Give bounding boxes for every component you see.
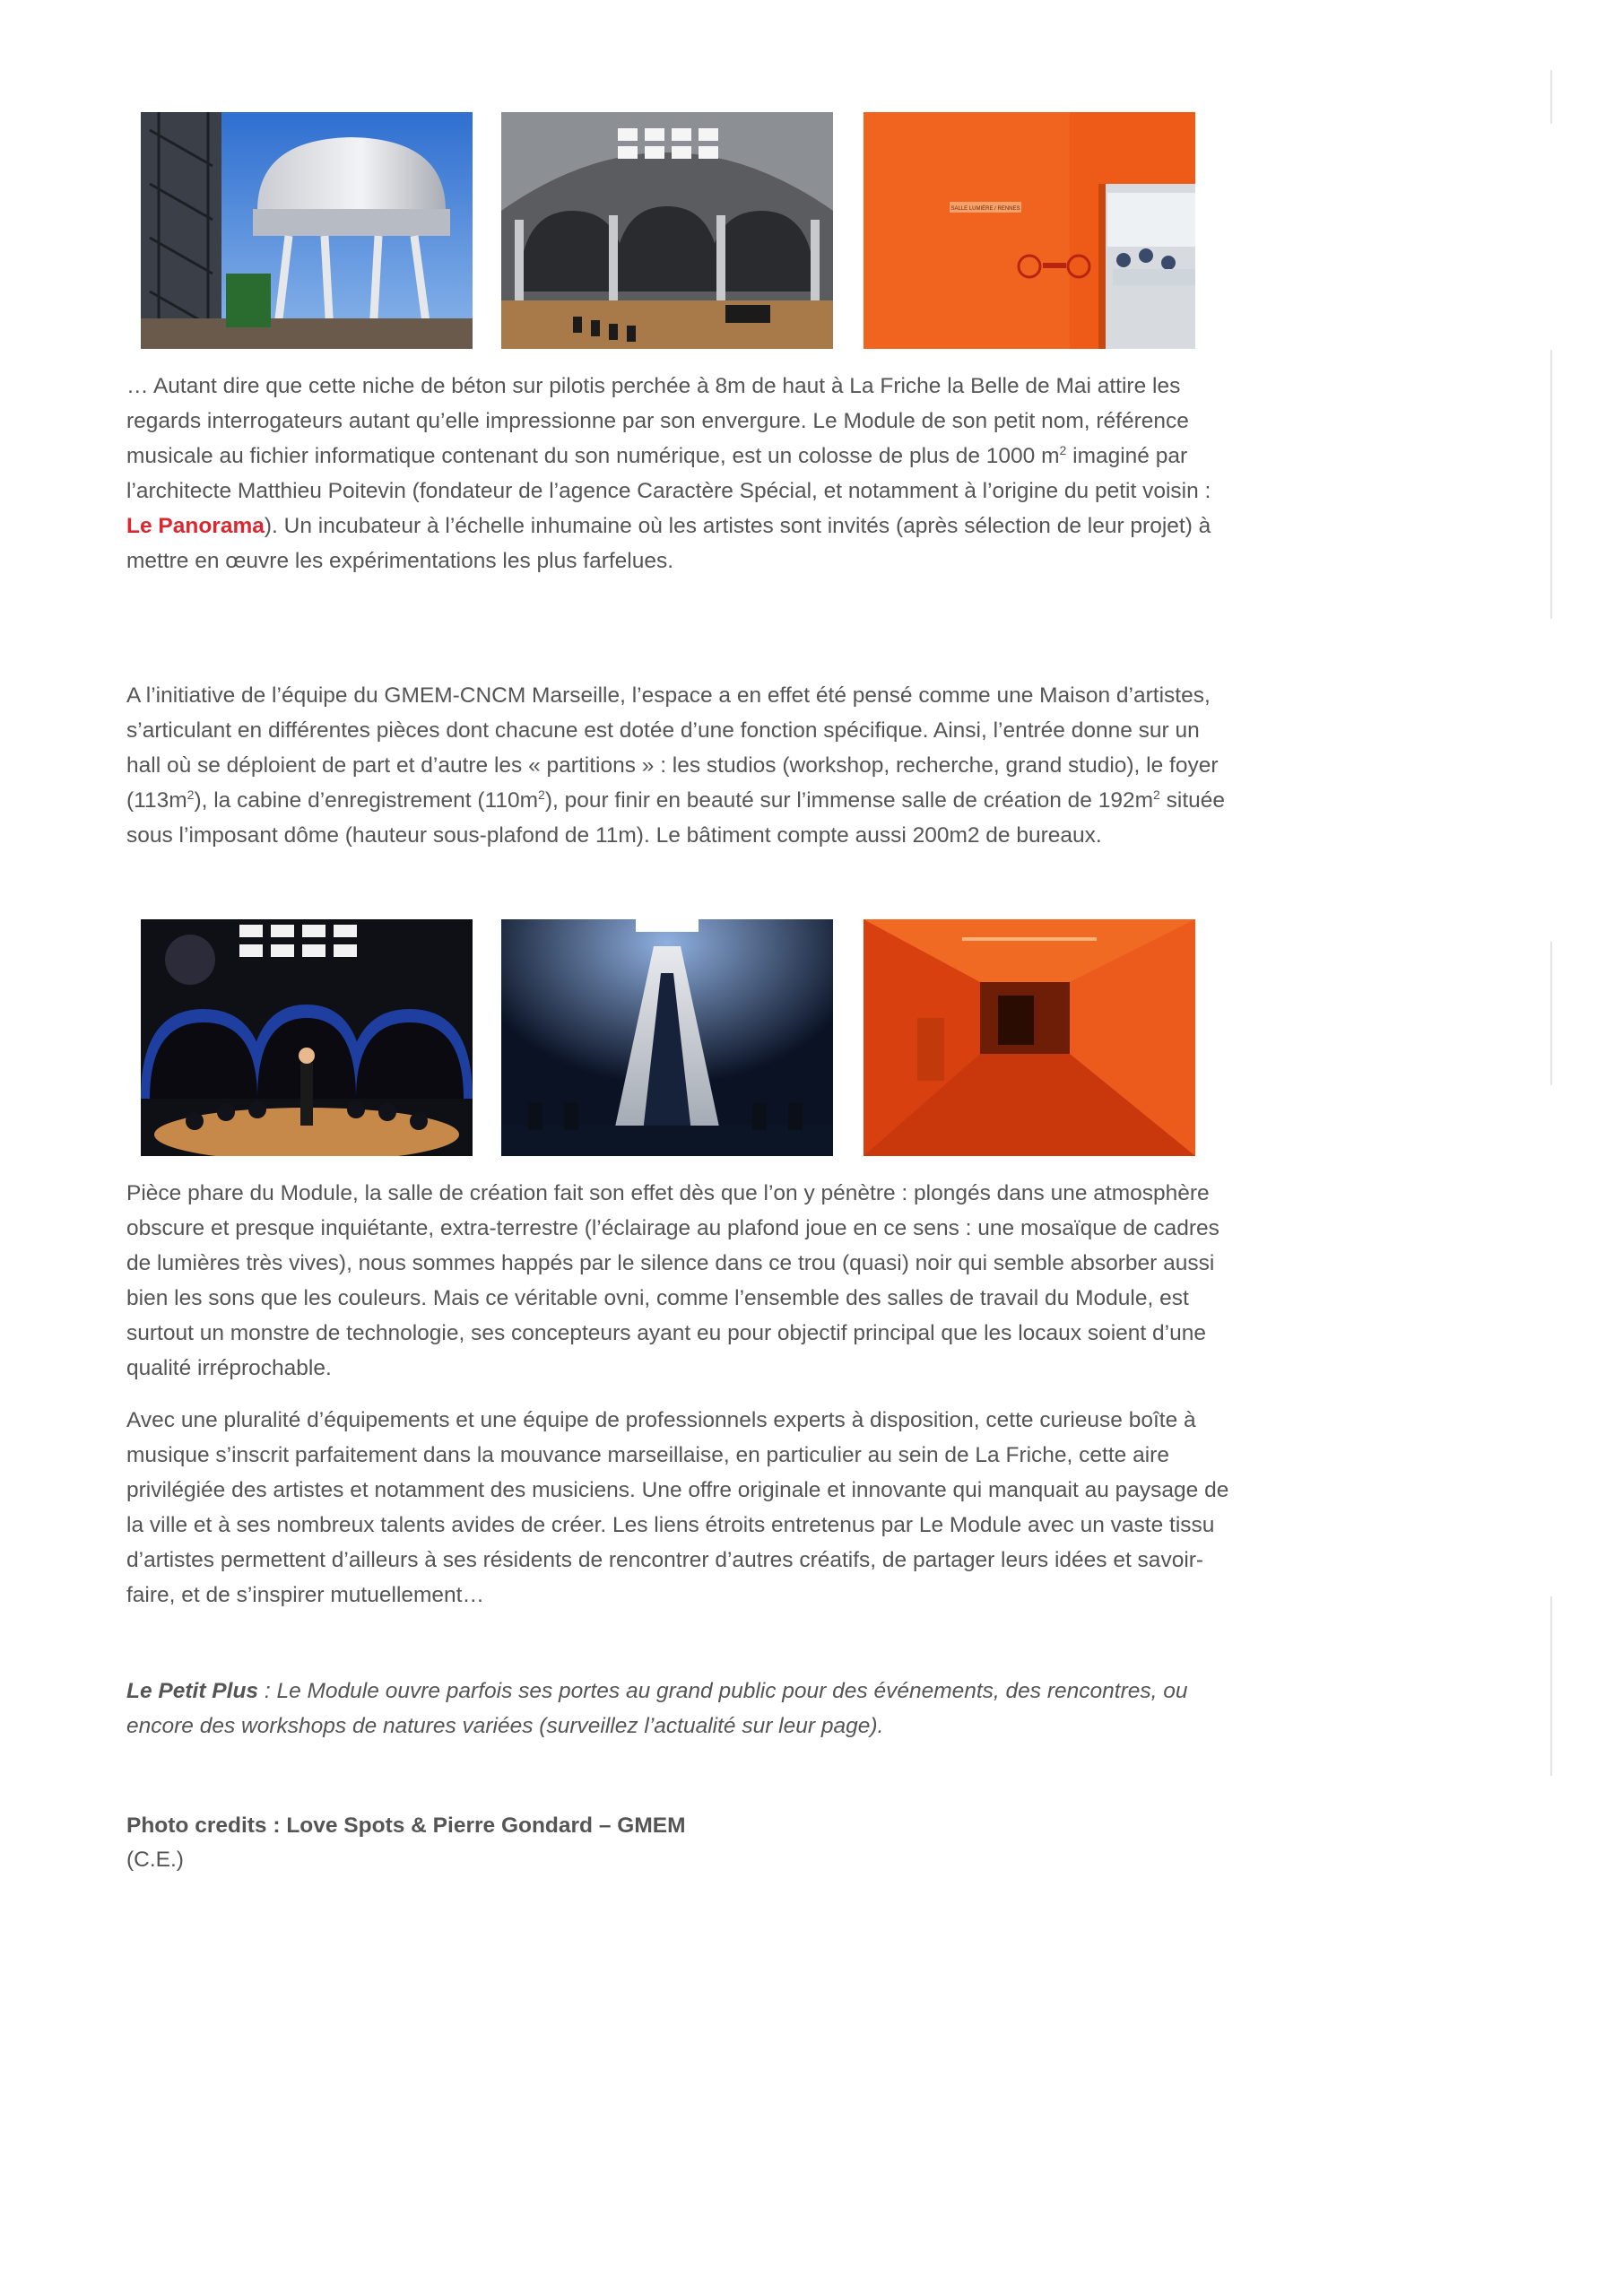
edge-mark xyxy=(1550,70,1552,124)
concert-under-dome-photo[interactable] xyxy=(141,919,473,1156)
intro-text-part: … Autant dire que cette niche de béton sur pilotis perchée à 8m de haut à La Friche la Belle de Mai attire les regards interrogateurs autant qu’elle impressionne par son envergure. Le Module de son petit nom, référence musicale au fichier informatique contenant du son numérique, est un colosse de plus de 1000 m xyxy=(126,374,1189,468)
dark-hall-light-cone-photo[interactable] xyxy=(501,919,833,1156)
photo-gallery-top xyxy=(141,112,1197,349)
orange-room-doorway-photo[interactable] xyxy=(864,112,1195,349)
edge-mark xyxy=(1550,1596,1552,1776)
photo-credits: Photo credits : Love Spots & Pierre Gondard – GMEM xyxy=(126,1813,686,1838)
door-sign-text: SALLE LUMIÈRE / RENNES xyxy=(950,206,1020,212)
petit-plus-lead: Le Petit Plus xyxy=(126,1679,259,1703)
orange-corridor-photo[interactable] xyxy=(864,919,1195,1156)
paragraph-text-part: ), pour finir en beauté sur l’immense salle de création de 192m xyxy=(544,788,1154,813)
intro-text-part: imaginé par l’architecte Matthieu Poitevin (fondateur de l’agence Caractère Spécial, et notamment à l’origine du petit voisin : xyxy=(126,444,1211,503)
paragraph-text-part: située sous l’imposant dôme (hauteur sous-plafond de 11m). Le bâtiment compte aussi 200m2 de bureaux. xyxy=(126,788,1225,848)
maison-artistes-paragraph xyxy=(126,678,1229,853)
photo-gallery-bottom xyxy=(141,919,1197,1156)
le-panorama-link[interactable]: Le Panorama xyxy=(126,514,265,538)
intro-text-part: ). Un incubateur à l’échelle inhumaine où les artistes sont invités (après sélection de leur projet) à mettre en œuvre les expérimentations les plus farfelues. xyxy=(126,514,1211,573)
petit-plus-text: : Le Module ouvre parfois ses portes au grand public pour des événements, des rencontres, ou encore des workshops de natures variées (surveillez l’actualité sur leur page). xyxy=(126,1679,1188,1738)
superscript: 2 xyxy=(1153,787,1160,802)
edge-mark xyxy=(1550,942,1552,1085)
intro-paragraph xyxy=(126,369,1229,578)
superscript: 2 xyxy=(1059,442,1067,457)
superscript: 2 xyxy=(538,787,545,802)
paragraph-text-part: A l’initiative de l’équipe du GMEM-CNCM Marseille, l’espace a en effet été pensé comme une Maison d’artistes, s’articulant en différentes pièces dont chacune est dotée d’une fonction spécifique. Ainsi, l’entrée donne sur un hall où se déploient de part et d’autre les « partitions » : les studios (workshop, recherche, grand studio), le foyer (113m xyxy=(126,683,1219,813)
petit-plus-paragraph xyxy=(126,1674,1229,1744)
paragraph-text-part: ), la cabine d’enregistrement (110m xyxy=(194,788,539,813)
edge-mark xyxy=(1550,350,1552,619)
equipements-paragraph: Avec une pluralité d’équipements et une équipe de professionnels experts à disposition, cette curieuse boîte à musique s’inscrit parfaitement dans la mouvance marseillaise, en particulier au sein de La Friche, cette aire privilégiée des artistes et notamment des musiciens. Une offre originale et innovante qui manquait au paysage de la ville et à ses nombreux talents avides de créer. Les liens étroits entretenus par Le Module avec un vaste tissu d’artistes permettent d’ailleurs à ses résidents de rencontrer d’autres créatifs, de partager leurs idées et savoir-faire, et de s’inspirer mutuellement… xyxy=(126,1408,1229,1607)
author-signature: (C.E.) xyxy=(126,1848,184,1872)
salle-creation-paragraph: Pièce phare du Module, la salle de création fait son effet dès que l’on y pénètre : plongés dans une atmosphère obscure et presque inquiétante, extra-terrestre (l’éclairage au plafond joue en ce sens : une mosaïque de cadres de lumières très vives), nous sommes happés par le silence dans ce trou (quasi) noir qui semble absorber aussi bien les sons que les couleurs. Mais ce véritable ovni, comme l’ensemble des salles de travail du Module, est surtout un monstre de technologie, ses concepteurs ayant eu pour objectif principal que les locaux soient d’une qualité irréprochable. xyxy=(126,1181,1219,1380)
dome-building-exterior-photo[interactable] xyxy=(141,112,473,349)
superscript: 2 xyxy=(187,787,195,802)
dome-hall-interior-photo[interactable] xyxy=(501,112,833,349)
